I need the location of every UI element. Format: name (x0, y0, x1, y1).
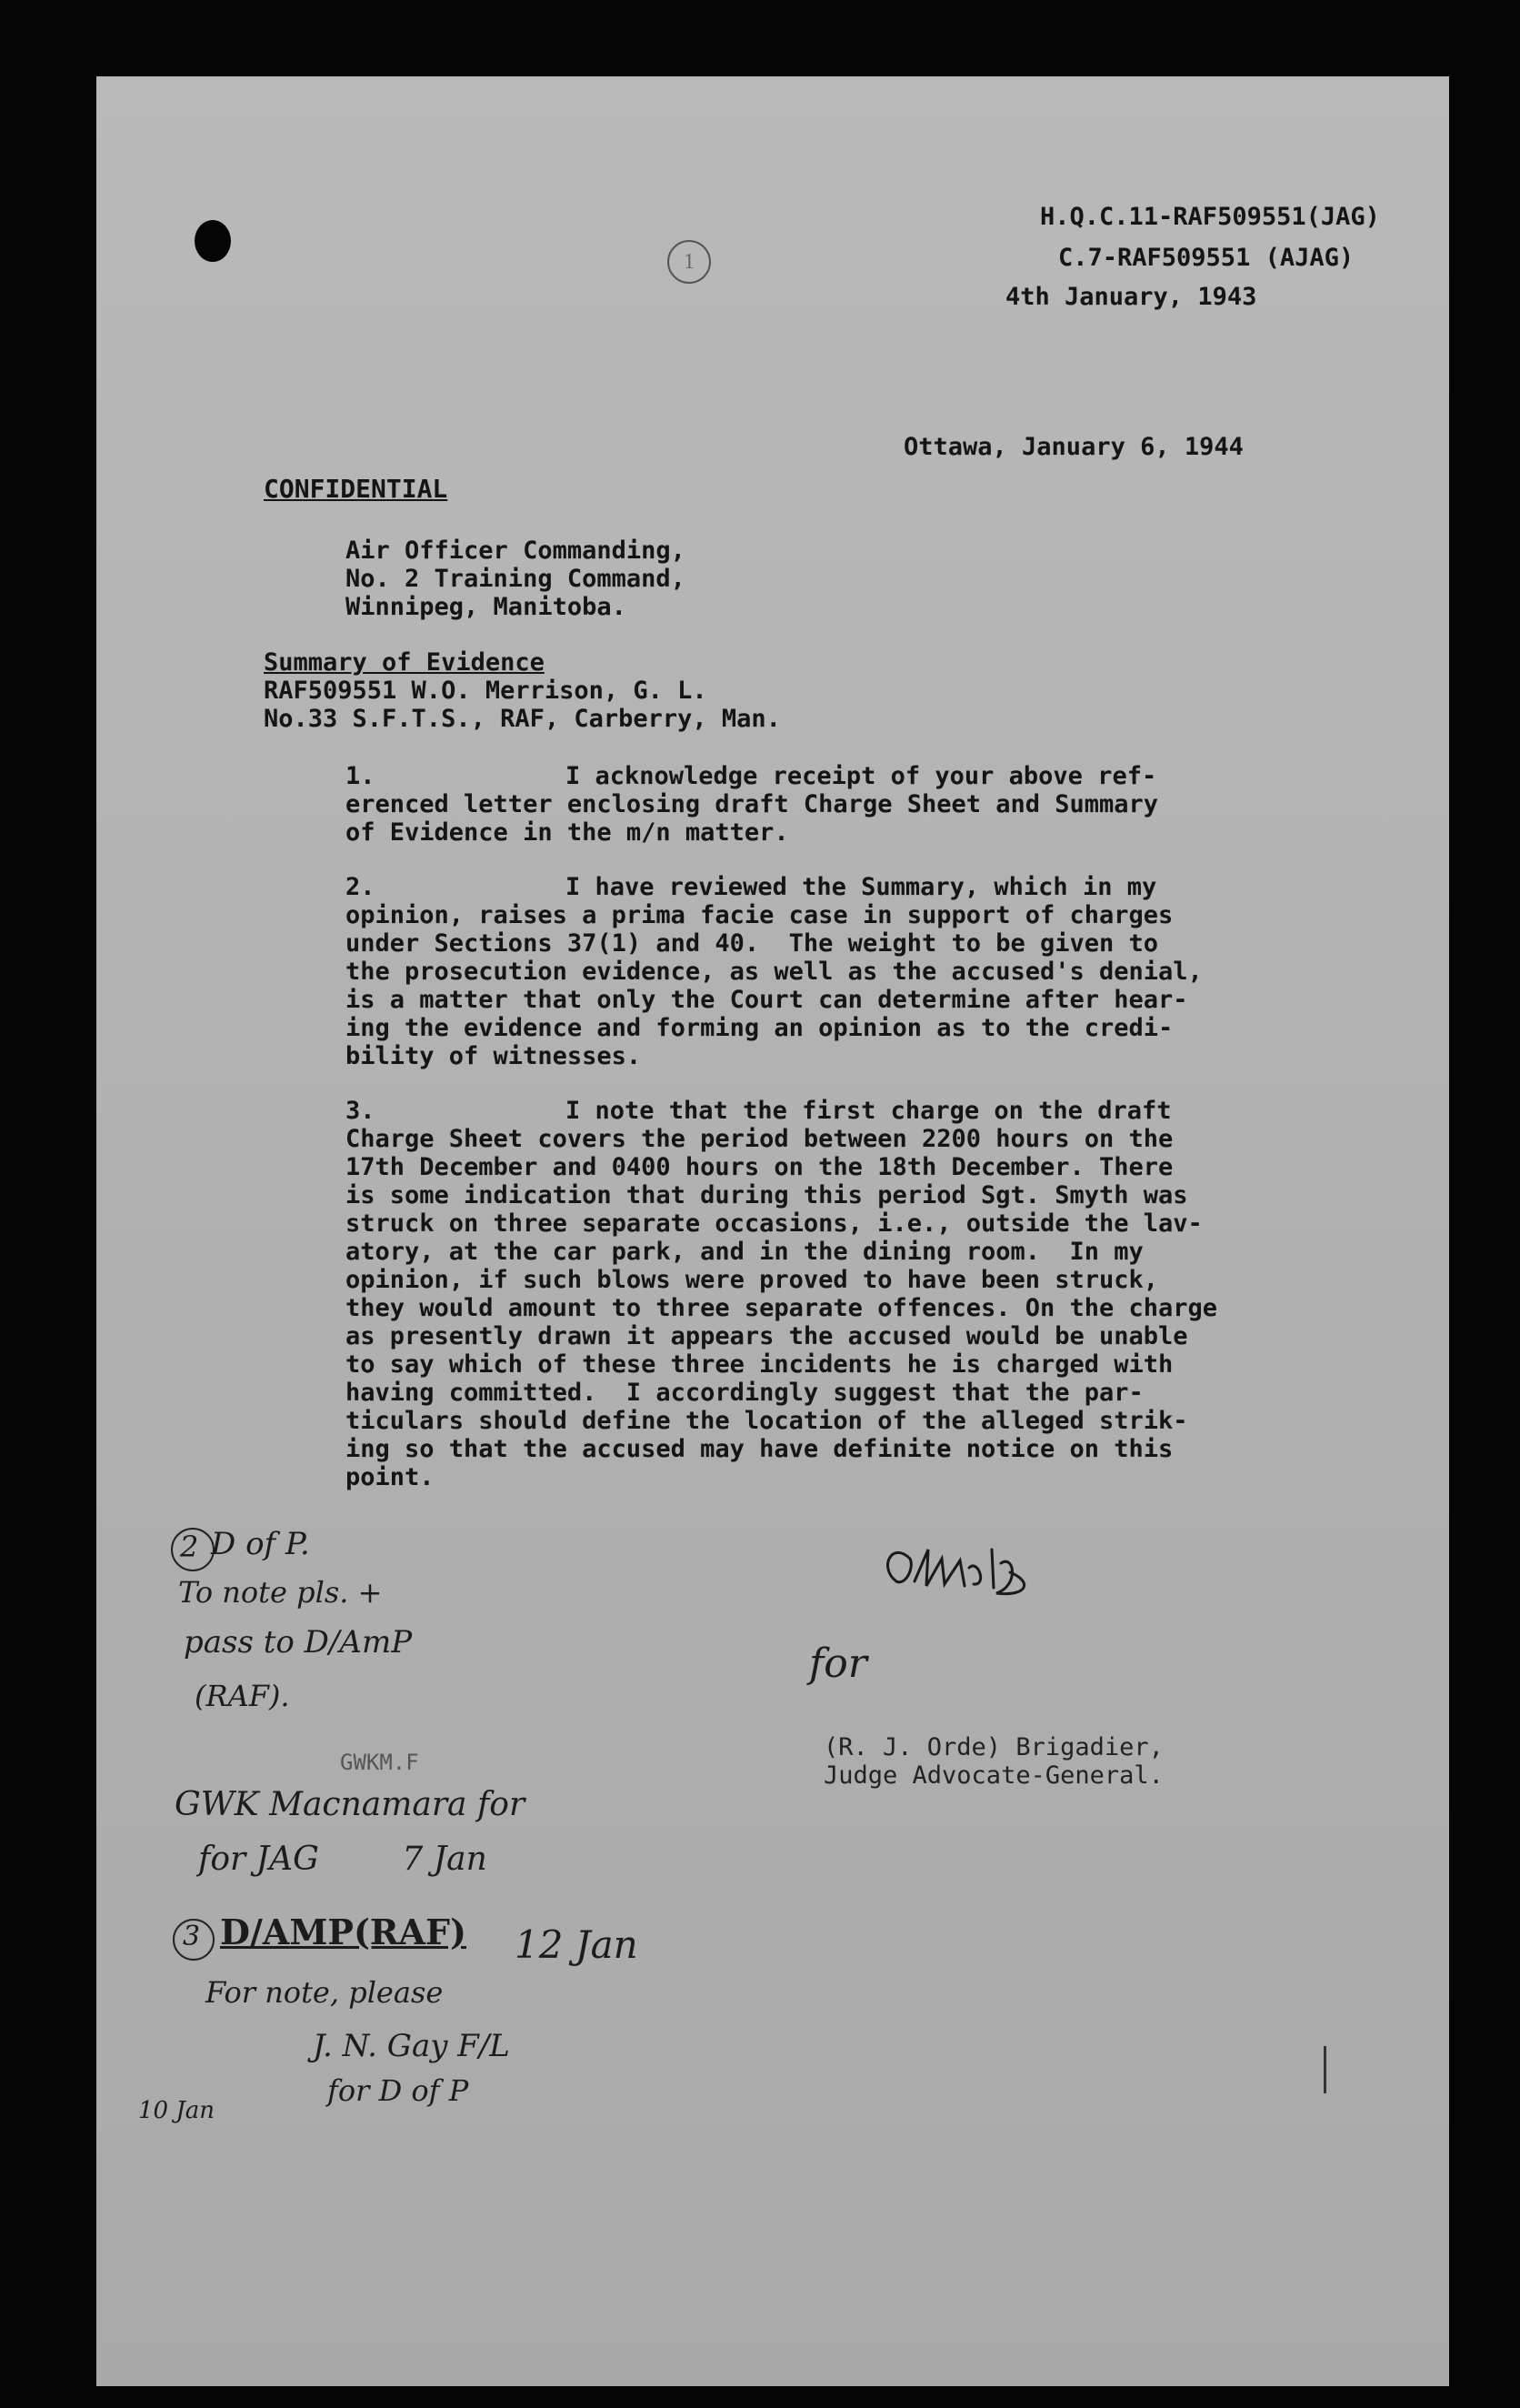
typist-initials: GWKM.F (340, 1750, 419, 1775)
paragraph-line: erenced letter enclosing draft Charge Sheet and Summary (345, 790, 1159, 818)
note-2-line: pass to D/AmP (184, 1624, 413, 1661)
paragraph-line: atory, at the car park, and in the dining room. In my (345, 1238, 1144, 1266)
page-number-stamp: 1 (667, 240, 711, 284)
paragraph-line: ticulars should define the location of the alleged strik- (345, 1407, 1188, 1435)
paragraph-line: under Sections 37(1) and 40. The weight to be given to (345, 929, 1159, 958)
reference-number-ajag: C.7-RAF509551 (AJAG) (1058, 244, 1355, 272)
note-3-number: 3 (183, 1921, 201, 1952)
note-2-line: D of P. (211, 1526, 310, 1562)
punch-hole (195, 220, 231, 262)
subject-heading: Summary of Evidence (264, 648, 545, 677)
paragraph-line: ing the evidence and forming an opinion as to the credi- (345, 1014, 1174, 1042)
document-page (96, 76, 1449, 2386)
paragraph-line: opinion, if such blows were proved to have been struck, (345, 1266, 1159, 1294)
addressee-line: Air Officer Commanding, (345, 537, 685, 565)
paragraph-line: I have reviewed the Summary, which in my (565, 873, 1157, 901)
place-and-date: Ottawa, January 6, 1944 (904, 433, 1244, 461)
paragraph-number: 1. (345, 762, 375, 790)
paragraph-line: of Evidence in the m/n matter. (345, 818, 789, 847)
note-3-signature: J. N. Gay F/L (313, 2028, 510, 2064)
handwritten-signature (874, 1531, 1055, 1631)
paragraph-line: 17th December and 0400 hours on the 18th December. There (345, 1153, 1174, 1181)
paragraph-line: I acknowledge receipt of your above ref- (565, 762, 1157, 790)
note-2-line: To note pls. + (178, 1575, 383, 1610)
paragraph-line: is a matter that only the Court can determine after hear- (345, 986, 1188, 1014)
note-3-line: for D of P (327, 2073, 469, 2108)
paragraph-line: they would amount to three separate offences. On the charge (345, 1294, 1218, 1322)
note-2-number: 2 (180, 1530, 199, 1564)
subject-line: RAF509551 W.O. Merrison, G. L. (264, 677, 707, 705)
signatory-title: Judge Advocate-General. (824, 1761, 1164, 1790)
paragraph-line: ing so that the accused may have definite notice on this (345, 1435, 1174, 1463)
note-2-line: (RAF). (195, 1679, 290, 1713)
signatory-name: (R. J. Orde) Brigadier, (824, 1733, 1164, 1761)
reference-number-jag: H.Q.C.11-RAF509551(JAG) (1040, 203, 1380, 231)
paragraph-line: to say which of these three incidents he is charged with (345, 1350, 1174, 1379)
paragraph-line: is some indication that during this period Sgt. Smyth was (345, 1181, 1188, 1209)
reference-date: 4th January, 1943 (1005, 283, 1257, 311)
classification-confidential: CONFIDENTIAL (264, 474, 448, 504)
paragraph-line: Charge Sheet covers the period between 2200 hours on the (345, 1125, 1174, 1153)
paragraph-number: 3. (345, 1097, 375, 1125)
paragraph-line: I note that the first charge on the draft (565, 1097, 1172, 1125)
margin-mark (1324, 2046, 1326, 2093)
note-3-day: 10 Jan (138, 2097, 215, 2124)
paragraph-line: opinion, raises a prima facie case in support of charges (345, 901, 1174, 929)
paragraph-line: point. (345, 1463, 435, 1491)
addressee-line: No. 2 Training Command, (345, 565, 685, 593)
paragraph-line: bility of witnesses. (345, 1042, 642, 1070)
note-3-heading: D/AMP(RAF) (220, 1911, 466, 1952)
paragraph-line: the prosecution evidence, as well as the accused's denial, (345, 958, 1203, 986)
signature-for: for (809, 1640, 867, 1687)
paragraph-line: as presently drawn it appears the accused would be unable (345, 1322, 1188, 1350)
paragraph-line: having committed. I accordingly suggest that the par- (345, 1379, 1144, 1407)
note-3-date: 12 Jan (515, 1922, 638, 1967)
paragraph-line: struck on three separate occasions, i.e., outside the lav- (345, 1209, 1203, 1238)
gwk-note-line: for JAG 7 Jan (198, 1841, 487, 1878)
paragraph-number: 2. (345, 873, 375, 901)
gwk-note-line: GWK Macnamara for (175, 1786, 525, 1823)
addressee-line: Winnipeg, Manitoba. (345, 593, 626, 621)
subject-line: No.33 S.F.T.S., RAF, Carberry, Man. (264, 705, 781, 733)
note-3-line: For note, please (205, 1975, 444, 2010)
